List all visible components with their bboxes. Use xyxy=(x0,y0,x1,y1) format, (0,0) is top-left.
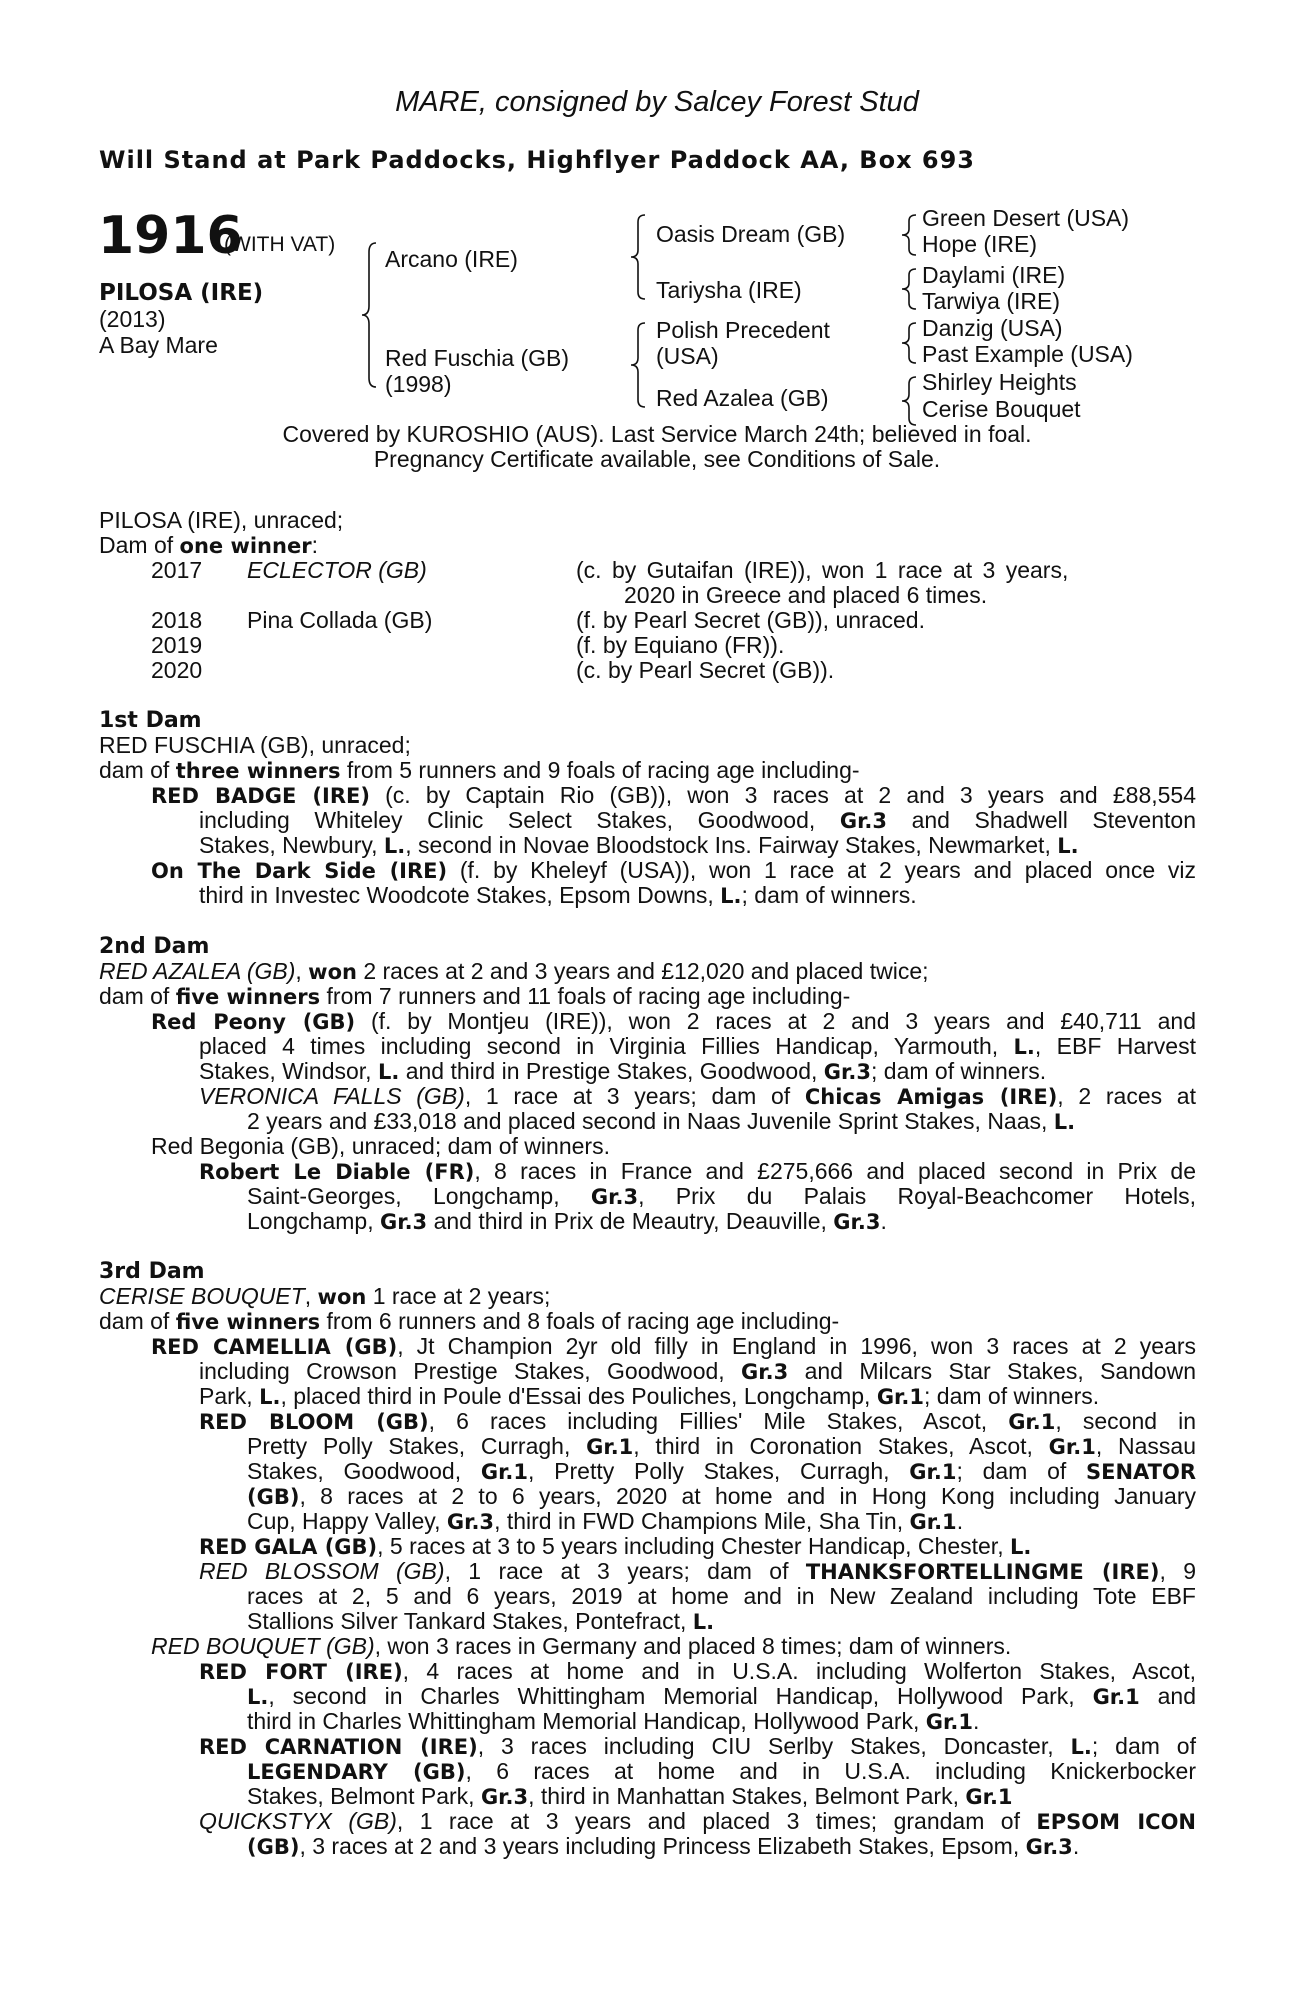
dam3-line xyxy=(199,1734,1196,1760)
text-bold: Gr.3 xyxy=(1025,1835,1073,1859)
text: , Jt Champion 2yr old filly in England in 1996, won 3 races at 2 years xyxy=(397,1333,1196,1359)
text: dam of xyxy=(99,983,176,1009)
dam3-line xyxy=(247,1459,1196,1485)
text-bold: (GB) xyxy=(247,1835,300,1859)
text-bold: RED CARNATION (IRE) xyxy=(199,1735,478,1759)
text-bold: SENATOR xyxy=(1086,1460,1197,1484)
pedigree-brace-g3 xyxy=(900,320,920,366)
dam2-line xyxy=(247,1109,1075,1135)
produce-year: 2019 xyxy=(151,632,203,658)
pedigree-g-5: Danzig (USA) xyxy=(922,315,1063,341)
text: ; dam of winners. xyxy=(741,882,917,908)
dam3-line xyxy=(247,1684,1196,1710)
dam3-line xyxy=(99,1309,839,1335)
dam1-line xyxy=(199,833,1079,859)
text: , Prix du Palais Royal-Beachcomer Hotels, xyxy=(638,1183,1196,1209)
produce-info: (c. by Pearl Secret (GB)). xyxy=(576,657,835,683)
text: : xyxy=(311,532,318,558)
pedigree-dam: Red Fuschia (GB) xyxy=(385,345,570,371)
dam2-line xyxy=(199,1034,1196,1060)
text-bold: LEGENDARY (GB) xyxy=(247,1760,466,1784)
pregnancy-note: Pregnancy Certificate available, see Conditions of Sale. xyxy=(373,446,941,472)
text-italic: RED AZALEA (GB) xyxy=(99,958,296,984)
text: from 7 runners and 11 foals of racing age including- xyxy=(320,983,851,1009)
text: (f. by Montjeu (IRE)), won 2 races at 2 and 3 years and £40,711 and xyxy=(355,1008,1196,1034)
dam2-line: Red Begonia (GB), unraced; dam of winners. xyxy=(151,1133,610,1159)
text-bold: L. xyxy=(1009,1535,1032,1559)
lot-number: 1916 xyxy=(98,206,243,266)
horse-description: A Bay Mare xyxy=(99,332,218,358)
text: , 5 races at 3 to 5 years including Chester Handicap, Chester, xyxy=(377,1533,1010,1559)
dam1-line: RED FUSCHIA (GB), unraced; xyxy=(99,732,411,758)
text-bold: RED BLOOM (GB) xyxy=(199,1410,429,1434)
text-bold: one winner xyxy=(179,534,312,558)
pedigree-dam-sire: Polish Precedent xyxy=(656,317,830,343)
dam1-line xyxy=(99,758,860,784)
text-bold: THANKSFORTELLINGME (IRE) xyxy=(805,1560,1160,1584)
text-bold: five winners xyxy=(175,985,321,1009)
text: . xyxy=(956,1508,964,1534)
text: , 2 races at xyxy=(1057,1083,1196,1109)
text: third in Charles Whittingham Memorial Handicap, Hollywood Park, xyxy=(247,1708,926,1734)
text-bold: L. xyxy=(720,884,742,908)
dam2-line xyxy=(151,1009,1196,1035)
text-bold: L. xyxy=(692,1610,715,1634)
text-bold: Gr.1 xyxy=(586,1435,634,1459)
dam3-line xyxy=(199,1359,1196,1385)
text-bold: Gr.1 xyxy=(1008,1410,1056,1434)
text-bold: Gr.1 xyxy=(909,1510,957,1534)
text: , 1 race at 3 years and placed 3 times; grandam of xyxy=(396,1808,1037,1834)
produce-year: 2018 xyxy=(151,607,203,633)
covering-note: Covered by KUROSHIO (AUS). Last Service March 24th; believed in foal. xyxy=(282,421,1032,447)
text: Stakes, Belmont Park, xyxy=(247,1783,481,1809)
text-bold: Gr.3 xyxy=(741,1360,789,1384)
text: , Nassau xyxy=(1095,1433,1196,1459)
mare-intro: PILOSA (IRE), unraced; xyxy=(99,507,344,533)
pedigree-g-8: Cerise Bouquet xyxy=(922,396,1081,422)
text-bold: RED FORT (IRE) xyxy=(199,1660,403,1684)
text: , EBF Harvest xyxy=(1034,1033,1196,1059)
text-italic: VERONICA FALLS (GB) xyxy=(199,1083,465,1109)
pedigree-brace-sire xyxy=(629,212,649,302)
text-bold: L. xyxy=(1053,1110,1076,1134)
produce-info: (f. by Equiano (FR)). xyxy=(576,632,785,658)
text: Stakes, Goodwood, xyxy=(247,1458,481,1484)
dam3-line xyxy=(247,1609,714,1635)
pedigree-sire-dam: Tariysha (IRE) xyxy=(656,277,802,303)
text: Longchamp, xyxy=(247,1208,380,1234)
text: (c. by Captain Rio (GB)), won 3 races at 2 and 3 years and £88,554 xyxy=(369,782,1196,808)
text: dam of xyxy=(99,757,176,783)
dam3-line: races at 2, 5 and 6 years, 2019 at home and in New Zealand including Tote EBF xyxy=(247,1583,1196,1609)
pedigree-dam-dam: Red Azalea (GB) xyxy=(656,385,829,411)
mare-dam-of xyxy=(99,533,318,559)
dam1-line xyxy=(199,808,1196,834)
text-bold: Gr.1 xyxy=(480,1460,529,1484)
text-bold: Red Peony (GB) xyxy=(151,1010,356,1034)
text-bold: L. xyxy=(1057,834,1079,858)
text: ; dam of xyxy=(956,1458,1086,1484)
text-bold: RED GALA (GB) xyxy=(199,1535,378,1559)
produce-info-cont: 2020 in Greece and placed 6 times. xyxy=(624,582,988,608)
text: , placed third in Poule d'Essai des Pouliches, Longchamp, xyxy=(280,1383,877,1409)
text-bold: three winners xyxy=(175,759,341,783)
section-heading-2nd-dam: 2nd Dam xyxy=(99,934,210,959)
text-bold: Gr.1 xyxy=(925,1710,973,1734)
text: from 6 runners and 8 foals of racing age including- xyxy=(320,1308,840,1334)
text: , won 3 races in Germany and placed 8 times; dam of winners. xyxy=(374,1633,1012,1659)
pedigree-dam-sire-country: (USA) xyxy=(656,343,719,369)
text-bold: Gr.1 xyxy=(876,1385,925,1409)
text-bold: Gr.3 xyxy=(839,809,888,833)
text: and third in Prix de Meautry, Deauville, xyxy=(427,1208,834,1234)
pedigree-sire-sire: Oasis Dream (GB) xyxy=(656,221,846,247)
text: . xyxy=(972,1708,980,1734)
pedigree-dam-year: (1998) xyxy=(385,371,452,397)
text-bold: EPSOM ICON xyxy=(1036,1810,1197,1834)
text: . xyxy=(1072,1833,1080,1859)
text-bold: Gr.3 xyxy=(823,1060,871,1084)
pedigree-brace-main xyxy=(360,240,380,390)
pedigree-g-2: Hope (IRE) xyxy=(922,231,1038,257)
page-title: MARE, consigned by Salcey Forest Stud xyxy=(395,86,919,118)
dam3-line xyxy=(151,1634,1011,1659)
dam2-line xyxy=(99,959,929,985)
dam3-line xyxy=(151,1334,1196,1360)
text-bold: L. xyxy=(1013,1035,1035,1059)
text: 1 race at 2 years; xyxy=(366,1283,551,1309)
text: , 9 xyxy=(1159,1558,1196,1584)
text: Stallions Silver Tankard Stakes, Pontefract, xyxy=(247,1608,693,1634)
text-bold: Gr.3 xyxy=(590,1185,639,1209)
dam3-line xyxy=(99,1284,550,1310)
text: including Crowson Prestige Stakes, Goodwood, xyxy=(199,1358,742,1384)
text-bold: Chicas Amigas (IRE) xyxy=(804,1085,1058,1109)
produce-name: ECLECTOR (GB) xyxy=(247,557,427,583)
text-italic: QUICKSTYX (GB) xyxy=(199,1808,397,1834)
text: 2 years and £33,018 and placed second in Naas Juvenile Sprint Stakes, Naas, xyxy=(247,1108,1054,1134)
dam3-line xyxy=(199,1659,1196,1685)
text-bold: On The Dark Side (IRE) xyxy=(151,859,448,883)
text: Stakes, Newbury, xyxy=(199,832,384,858)
horse-name: PILOSA (IRE) xyxy=(99,280,264,306)
text: and xyxy=(1139,1683,1196,1709)
text: , 4 races at home and in U.S.A. including Wolferton Stakes, Ascot, xyxy=(402,1658,1197,1684)
text: and third in Prestige Stakes, Goodwood, xyxy=(399,1058,824,1084)
text: , third in Manhattan Stakes, Belmont Park, xyxy=(528,1783,966,1809)
text: ; dam of xyxy=(1091,1733,1196,1759)
text: Saint-Georges, Longchamp, xyxy=(247,1183,591,1209)
dam1-line xyxy=(199,883,917,909)
dam3-line xyxy=(247,1709,979,1735)
pedigree-g-7: Shirley Heights xyxy=(922,369,1077,395)
pedigree-g-4: Tarwiya (IRE) xyxy=(922,288,1061,314)
text-bold: Gr.3 xyxy=(833,1210,881,1234)
text: including Whiteley Clinic Select Stakes, Goodwood, xyxy=(199,807,840,833)
pedigree-brace-g4 xyxy=(900,374,920,428)
text-bold: won xyxy=(317,1285,367,1309)
text-bold: Gr.3 xyxy=(379,1210,428,1234)
text-bold: Gr.1 xyxy=(909,1460,957,1484)
text: (f. by Kheleyf (USA)), won 1 race at 2 years and placed once viz xyxy=(447,857,1196,883)
text: , 8 races at 2 to 6 years, 2020 at home and in Hong Kong including January xyxy=(299,1483,1196,1509)
text: , second in Charles Whittingham Memorial Handicap, Hollywood Park, xyxy=(268,1683,1093,1709)
text: , second in xyxy=(1055,1408,1197,1434)
produce-year: 2020 xyxy=(151,657,203,683)
stabling-location: Will Stand at Park Paddocks, Highflyer Paddock AA, Box 693 xyxy=(99,146,976,174)
text-bold: L. xyxy=(247,1685,269,1709)
text-italic: RED BLOSSOM (GB) xyxy=(199,1558,445,1584)
text: , 1 race at 3 years; dam of xyxy=(464,1083,805,1109)
pedigree-brace-dam xyxy=(629,320,649,410)
dam3-line xyxy=(199,1384,1099,1410)
dam2-line xyxy=(247,1209,887,1235)
dam3-line xyxy=(247,1759,1196,1785)
pedigree-brace-g1 xyxy=(900,212,920,258)
pedigree-brace-g2 xyxy=(900,266,920,312)
pedigree-g-6: Past Example (USA) xyxy=(922,341,1133,367)
text-bold: Gr.3 xyxy=(480,1785,529,1809)
text-bold: L. xyxy=(383,834,406,858)
dam1-line xyxy=(151,858,1196,884)
pedigree-g-3: Daylami (IRE) xyxy=(922,262,1066,288)
foaling-year: (2013) xyxy=(99,306,166,332)
text-bold: L. xyxy=(1070,1735,1092,1759)
pedigree-sire: Arcano (IRE) xyxy=(385,246,518,272)
dam2-line xyxy=(99,984,850,1010)
text: Cup, Happy Valley, xyxy=(247,1508,447,1534)
text: Stakes, Windsor, xyxy=(199,1058,378,1084)
text: , Pretty Polly Stakes, Curragh, xyxy=(528,1458,910,1484)
text-bold: Gr.1 xyxy=(1048,1435,1096,1459)
text-italic: RED BOUQUET (GB) xyxy=(151,1633,375,1659)
text-bold: won xyxy=(308,960,357,984)
dam1-line xyxy=(151,783,1196,809)
dam2-line xyxy=(199,1059,1046,1085)
text: from 5 runners and 9 foals of racing age including- xyxy=(340,757,860,783)
text: third in Investec Woodcote Stakes, Epsom Downs, xyxy=(199,882,721,908)
text-bold: RED BADGE (IRE) xyxy=(151,784,370,808)
dam3-line xyxy=(247,1834,1079,1860)
text-italic: CERISE BOUQUET xyxy=(99,1283,305,1309)
text: , 8 races in France and £275,666 and placed second in Prix de xyxy=(474,1158,1196,1184)
text: and Milcars Star Stakes, Sandown xyxy=(788,1358,1196,1384)
text-bold: Gr.1 xyxy=(1092,1685,1140,1709)
text: , xyxy=(295,958,309,984)
dam2-line xyxy=(247,1184,1196,1210)
dam3-line xyxy=(247,1434,1196,1460)
text: , second in Novae Bloodstock Ins. Fairway Stakes, Newmarket, xyxy=(405,832,1058,858)
text: , xyxy=(304,1283,318,1309)
text: , third in FWD Champions Mile, Sha Tin, xyxy=(494,1508,910,1534)
text: ; dam of winners. xyxy=(871,1058,1047,1084)
text: , 6 races including Fillies' Mile Stakes, Ascot, xyxy=(428,1408,1009,1434)
text: dam of xyxy=(99,1308,176,1334)
produce-name: Pina Collada (GB) xyxy=(247,607,433,633)
dam3-line xyxy=(199,1409,1196,1435)
text-bold: L. xyxy=(377,1060,400,1084)
text: , 3 races including CIU Serlby Stakes, Doncaster, xyxy=(477,1733,1071,1759)
text: and Shadwell Steventon xyxy=(887,807,1196,833)
produce-info: (f. by Pearl Secret (GB)), unraced. xyxy=(576,607,925,633)
section-heading-1st-dam: 1st Dam xyxy=(99,708,202,733)
dam3-line xyxy=(199,1534,1031,1560)
section-heading-3rd-dam: 3rd Dam xyxy=(99,1259,205,1284)
text-bold: RED CAMELLIA (GB) xyxy=(151,1335,398,1359)
pedigree-g-1: Green Desert (USA) xyxy=(922,205,1130,231)
text-bold: five winners xyxy=(175,1310,321,1334)
text-bold: Gr.1 xyxy=(965,1785,1013,1809)
produce-info: (c. by Gutaifan (IRE)), won 1 race at 3 years, xyxy=(576,557,1069,583)
dam3-line xyxy=(247,1784,1013,1810)
text: , 1 race at 3 years; dam of xyxy=(444,1558,806,1584)
text: placed 4 times including second in Virginia Fillies Handicap, Yarmouth, xyxy=(199,1033,1014,1059)
produce-year: 2017 xyxy=(151,557,203,583)
text: Park, xyxy=(199,1383,260,1409)
text: , 3 races at 2 and 3 years including Princess Elizabeth Stakes, Epsom, xyxy=(299,1833,1026,1859)
text: . xyxy=(880,1208,887,1234)
text: , third in Coronation Stakes, Ascot, xyxy=(633,1433,1049,1459)
text-bold: L. xyxy=(259,1385,281,1409)
text: Dam of xyxy=(99,532,180,558)
vat-note: (WITH VAT) xyxy=(224,233,336,256)
text-bold: (GB) xyxy=(247,1485,300,1509)
text-bold: Gr.3 xyxy=(446,1510,495,1534)
dam3-line xyxy=(247,1484,1196,1510)
dam2-line xyxy=(199,1159,1196,1185)
dam3-line xyxy=(199,1809,1196,1835)
dam3-line xyxy=(247,1509,963,1535)
text-bold: Robert Le Diable (FR) xyxy=(199,1160,475,1184)
text: ; dam of winners. xyxy=(924,1383,1100,1409)
dam2-line xyxy=(199,1084,1196,1110)
text: 2 races at 2 and 3 years and £12,020 and placed twice; xyxy=(356,958,929,984)
dam3-line xyxy=(199,1559,1196,1585)
text: Pretty Polly Stakes, Curragh, xyxy=(247,1433,587,1459)
text: , 6 races at home and in U.S.A. including Knickerbocker xyxy=(465,1758,1197,1784)
